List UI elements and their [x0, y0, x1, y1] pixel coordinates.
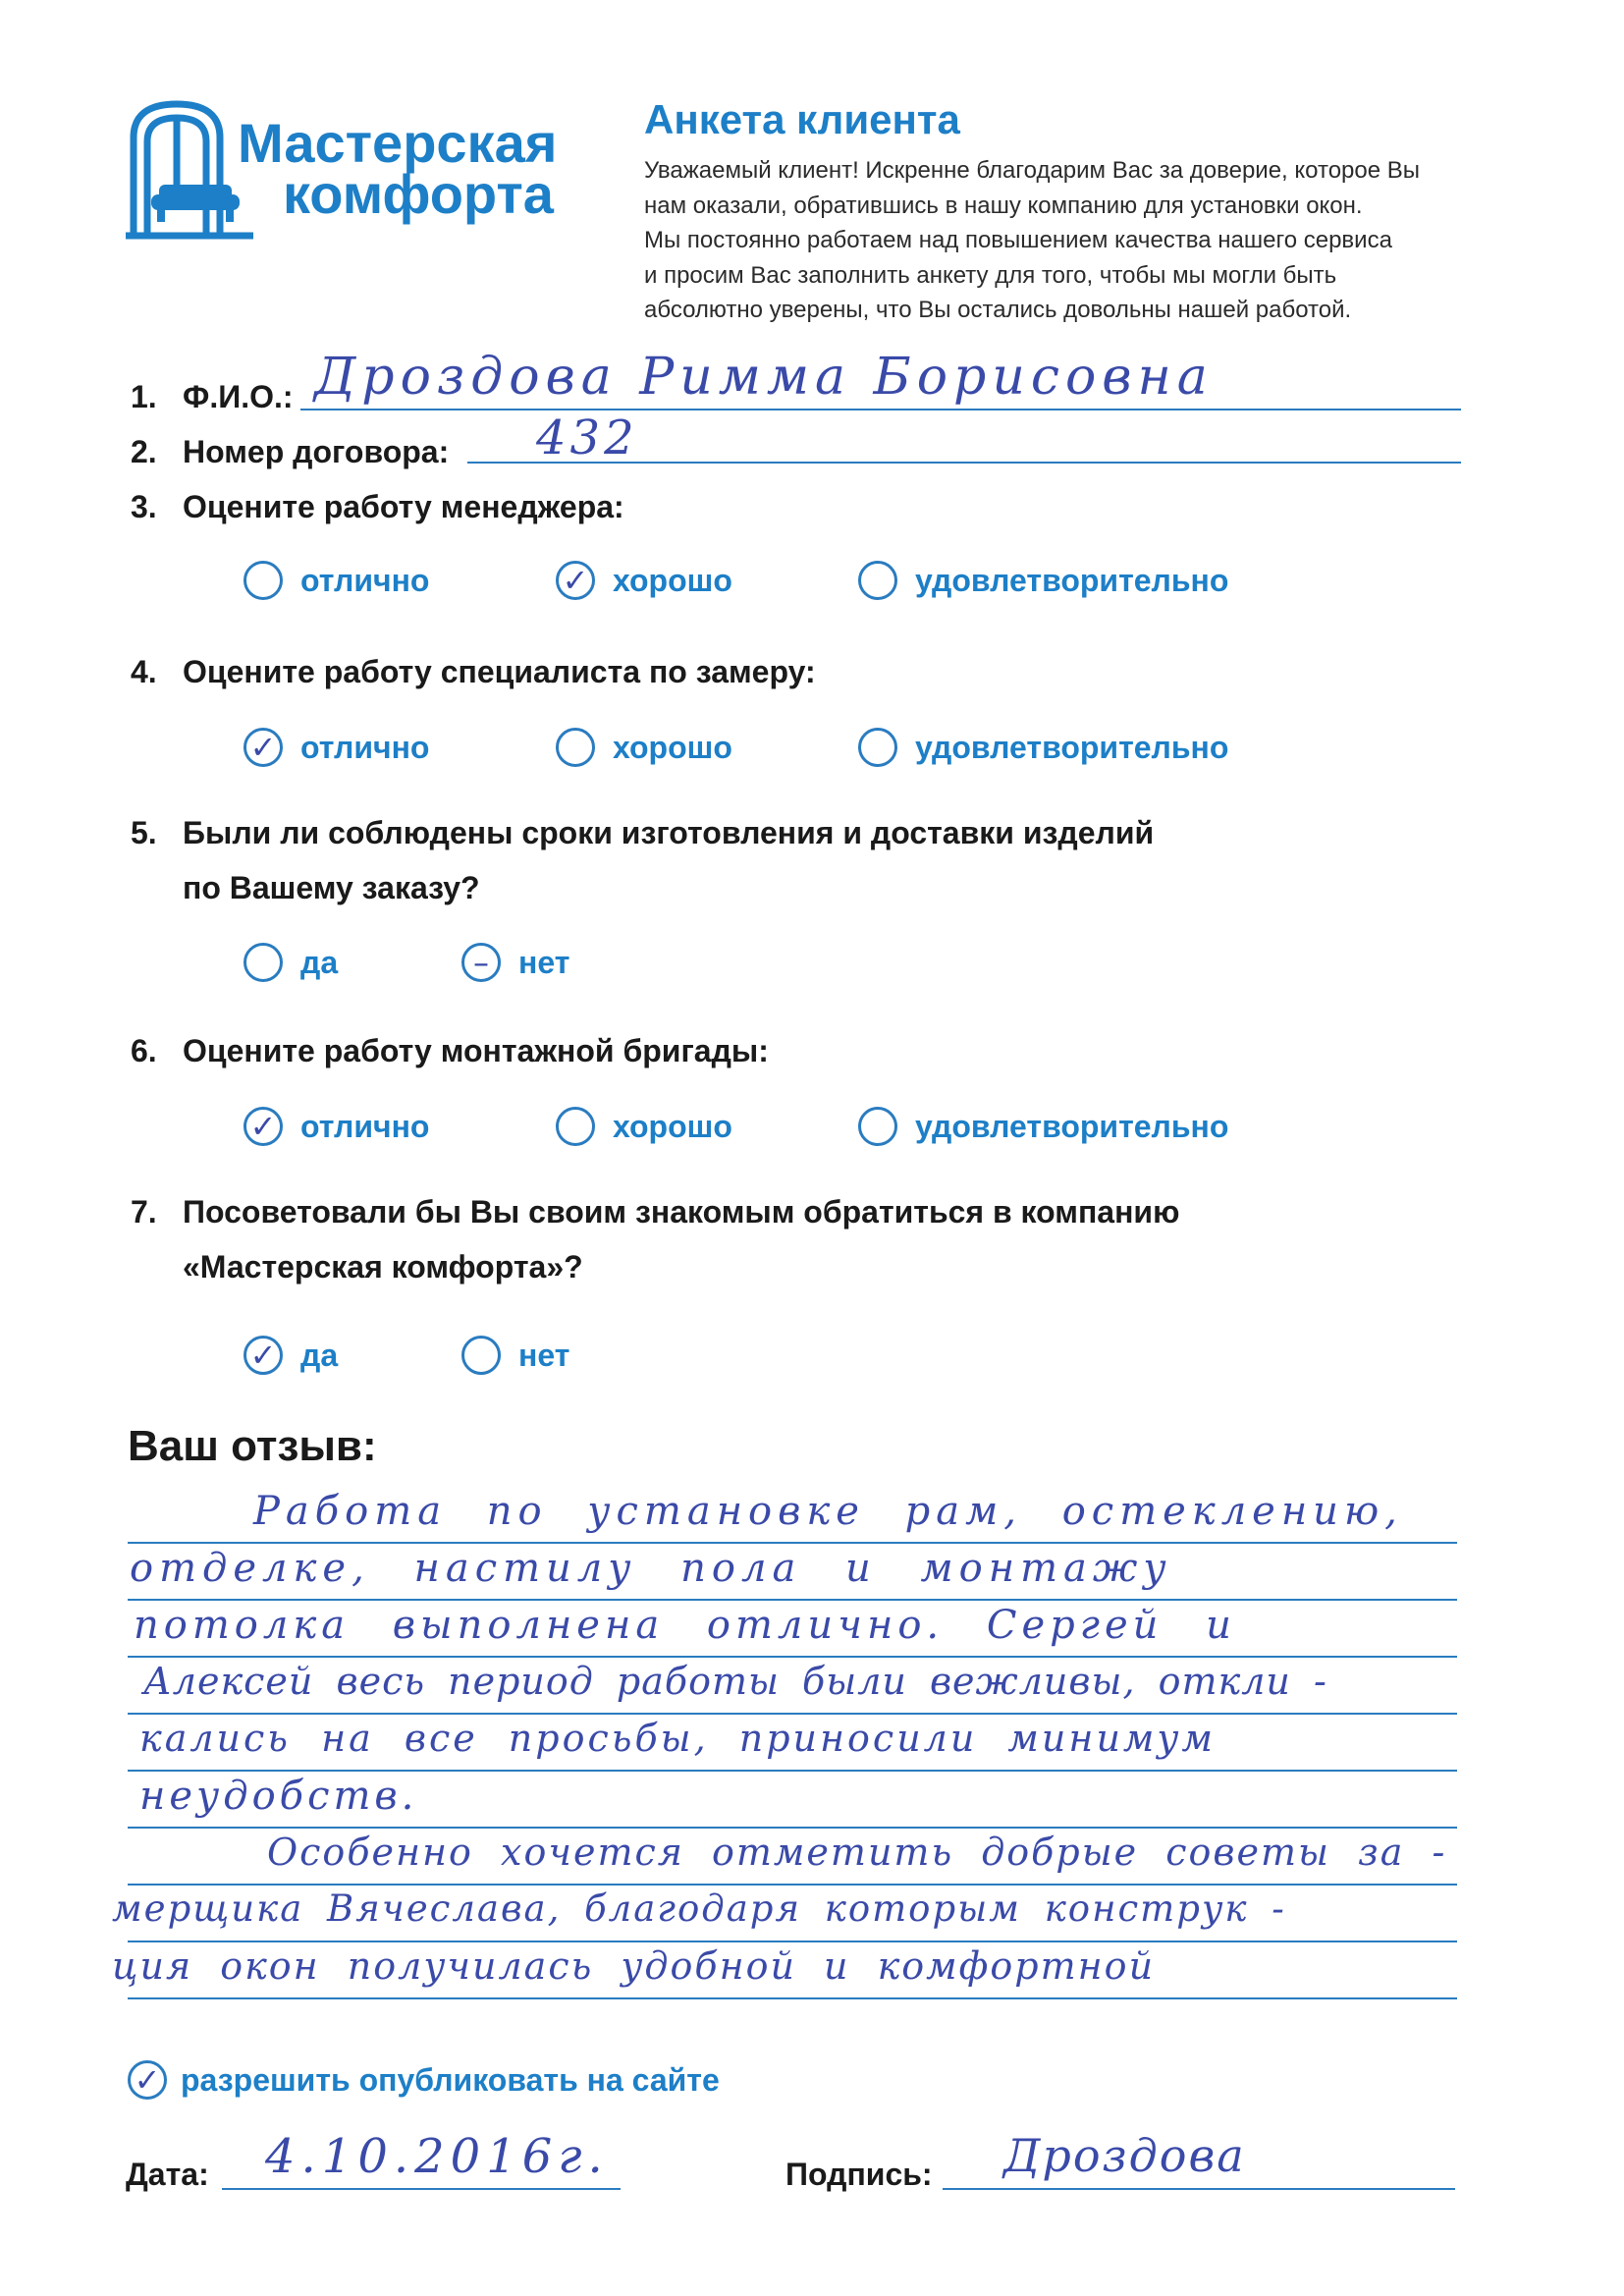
option-label: нет [518, 944, 570, 980]
review-text-line[interactable]: Особенно хочется отметить добрые советы за - [267, 1831, 1447, 1874]
checkmark-icon: ✓ [134, 2061, 161, 2099]
q7-option-no[interactable] [461, 1336, 569, 1375]
question-1-label: Ф.И.О.: [183, 379, 294, 414]
review-ruled-line [128, 1997, 1457, 1999]
q6-option-excellent[interactable] [244, 1107, 429, 1146]
window-sofa-logo-icon [126, 104, 253, 236]
q4-option-excellent[interactable] [244, 728, 429, 767]
q4-option-satisfactory[interactable] [858, 728, 1228, 767]
date-field[interactable]: 4.10.2016г. [265, 2129, 609, 2184]
radio-circle-icon[interactable] [244, 1336, 283, 1375]
intro-line: Мы постоянно работаем над повышением качества нашего сервиса [644, 227, 1392, 253]
contract-number-field[interactable]: 432 [536, 410, 638, 465]
question-1-number: 1. [131, 379, 157, 414]
radio-circle-icon[interactable] [244, 943, 283, 982]
q3-option-satisfactory[interactable] [858, 561, 1228, 600]
radio-circle-icon[interactable] [244, 1107, 283, 1146]
q5-option-no[interactable] [461, 943, 569, 982]
question-4-label: Оцените работу специалиста по замеру: [183, 654, 816, 689]
intro-line: нам оказали, обратившись в нашу компанию для установки окон. [644, 191, 1363, 219]
question-5-number: 5. [131, 815, 157, 850]
intro-line: Уважаемый клиент! Искренне благодарим Вас за доверие, которое Вы [644, 157, 1421, 184]
option-label: удовлетворительно [915, 1108, 1229, 1144]
checkmark-icon: ✓ [249, 1108, 277, 1145]
signature-underline [943, 2188, 1455, 2190]
radio-circle-icon[interactable] [244, 561, 283, 600]
checkmark-icon: ✓ [249, 729, 277, 766]
logo-wordmark [238, 112, 558, 225]
review-text-line[interactable]: кались на все просьбы, приносили минимум [139, 1717, 1216, 1760]
logo-text-line1: Мастерская [238, 112, 558, 174]
q5-option-yes[interactable] [244, 943, 338, 982]
question-6-label: Оцените работу монтажной бригады: [183, 1033, 769, 1068]
question-5-label-line2: по Вашему заказу? [183, 870, 480, 905]
review-text-line[interactable]: Работа по установке рам, остеклению, [253, 1489, 1403, 1534]
option-label: хорошо [613, 729, 732, 765]
review-ruled-line [128, 1770, 1457, 1772]
date-underline [222, 2188, 621, 2190]
q6-option-good[interactable] [556, 1107, 732, 1146]
intro-line: и просим Вас заполнить анкету для того, чтобы мы могли быть [644, 261, 1337, 289]
review-text-line[interactable]: Алексей весь период работы были вежливы, откли - [143, 1660, 1327, 1703]
radio-circle-icon[interactable] [556, 561, 595, 600]
question-7-number: 7. [131, 1194, 157, 1230]
review-ruled-line [128, 1713, 1457, 1715]
signature-field[interactable]: Дроздова [1003, 2129, 1246, 2182]
fio-field[interactable]: Дроздова Римма Борисовна [314, 348, 1214, 407]
review-ruled-line [128, 1884, 1457, 1886]
q3-option-good[interactable] [556, 561, 732, 600]
option-label: да [300, 1337, 339, 1373]
intro-text [644, 153, 1489, 328]
intro-line: абсолютно уверены, что Вы остались довольны нашей работой. [644, 297, 1352, 323]
fio-underline [300, 409, 1461, 410]
radio-circle-icon[interactable] [556, 1107, 595, 1146]
q4-option-good[interactable] [556, 728, 732, 767]
logo-text-line2: комфорта [283, 163, 554, 225]
option-label: да [300, 944, 339, 980]
radio-circle-icon[interactable] [556, 728, 595, 767]
review-ruled-line [128, 1827, 1457, 1829]
option-label: отлично [300, 1108, 430, 1144]
publish-permission-label: разрешить опубликовать на сайте [181, 2061, 720, 2098]
review-text-line[interactable]: отделке, настилу пола и монтажу [130, 1546, 1172, 1591]
question-4-number: 4. [131, 654, 157, 689]
radio-circle-icon[interactable] [244, 728, 283, 767]
review-text-line[interactable]: мерщика Вячеслава, благодаря которым конструк - [112, 1887, 1286, 1930]
checkmark-icon: ✓ [249, 1337, 277, 1374]
option-label: хорошо [613, 562, 732, 598]
question-7-label-line2: «Мастерская комфорта»? [183, 1249, 583, 1285]
option-label: хорошо [613, 1108, 732, 1144]
date-label: Дата: [126, 2157, 209, 2192]
review-ruled-line [128, 1542, 1457, 1544]
q6-option-satisfactory[interactable] [858, 1107, 1228, 1146]
dash-mark-icon: – [473, 944, 489, 981]
q3-option-excellent[interactable] [244, 561, 429, 600]
radio-circle-icon[interactable] [858, 561, 897, 600]
option-label: отлично [300, 729, 430, 765]
option-label: отлично [300, 562, 430, 598]
radio-circle-icon[interactable] [858, 1107, 897, 1146]
radio-circle-icon[interactable] [858, 728, 897, 767]
question-2-label: Номер договора: [183, 434, 450, 469]
review-text-line[interactable]: ция окон получилась удобной и комфортной [112, 1944, 1156, 1988]
question-2-number: 2. [131, 434, 157, 469]
review-ruled-line [128, 1656, 1457, 1658]
review-ruled-line [128, 1941, 1457, 1942]
q7-option-yes[interactable] [244, 1336, 338, 1375]
checkmark-icon: ✓ [562, 562, 589, 599]
signature-label: Подпись: [785, 2157, 933, 2192]
option-label: нет [518, 1337, 570, 1373]
question-3-number: 3. [131, 489, 157, 524]
form-title: Анкета клиента [644, 96, 960, 142]
radio-circle-icon[interactable] [461, 1336, 501, 1375]
review-title: Ваш отзыв: [128, 1422, 377, 1470]
option-label: удовлетворительно [915, 562, 1229, 598]
review-text-line[interactable]: неудобств. [139, 1774, 418, 1819]
option-label: удовлетворительно [915, 729, 1229, 765]
question-7-label-line1: Посоветовали бы Вы своим знакомым обратиться в компанию [183, 1194, 1180, 1230]
radio-circle-icon[interactable] [461, 943, 501, 982]
review-ruled-line [128, 1599, 1457, 1601]
question-3-label: Оцените работу менеджера: [183, 489, 624, 524]
checkbox-circle-icon[interactable] [128, 2060, 167, 2100]
question-5-label-line1: Были ли соблюдены сроки изготовления и доставки изделий [183, 815, 1155, 850]
publish-permission-checkbox[interactable] [128, 2060, 720, 2100]
question-6-number: 6. [131, 1033, 157, 1068]
review-text-line[interactable]: потолка выполнена отлично. Сергей и [134, 1603, 1236, 1648]
